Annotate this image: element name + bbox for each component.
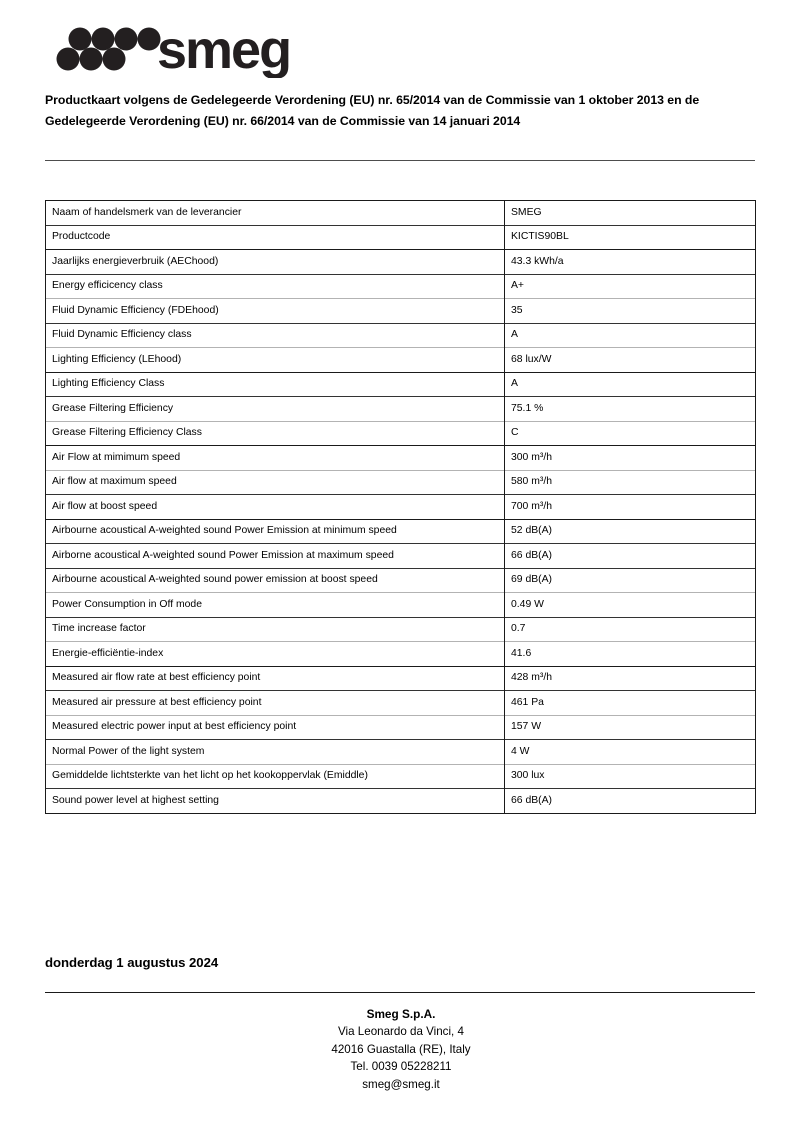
spec-value: 580 m³/h bbox=[505, 470, 756, 495]
spec-table-body bbox=[46, 201, 756, 814]
spec-label: Air flow at maximum speed bbox=[46, 470, 505, 495]
spec-label: Sound power level at highest setting bbox=[46, 789, 505, 814]
spec-label: Airborne acoustical A-weighted sound Power Emission at maximum speed bbox=[46, 544, 505, 569]
document-date: donderdag 1 augustus 2024 bbox=[45, 955, 219, 970]
table-row bbox=[46, 544, 756, 569]
table-row bbox=[46, 764, 756, 789]
spec-value: 428 m³/h bbox=[505, 666, 756, 691]
spec-label: Air flow at boost speed bbox=[46, 495, 505, 520]
table-row bbox=[46, 470, 756, 495]
spec-label: Energy efficicency class bbox=[46, 274, 505, 299]
footer-company-name: Smeg S.p.A. bbox=[366, 1007, 436, 1021]
table-row bbox=[46, 568, 756, 593]
spec-label: Fluid Dynamic Efficiency class bbox=[46, 323, 505, 348]
spec-value: A bbox=[505, 323, 756, 348]
table-row bbox=[46, 593, 756, 618]
spec-label: Lighting Efficiency Class bbox=[46, 372, 505, 397]
table-row bbox=[46, 691, 756, 716]
spec-value: 52 dB(A) bbox=[505, 519, 756, 544]
smeg-logo bbox=[45, 22, 305, 78]
table-row bbox=[46, 421, 756, 446]
table-row bbox=[46, 715, 756, 740]
spec-label: Productcode bbox=[46, 225, 505, 250]
table-row bbox=[46, 666, 756, 691]
logo-wordmark: smeg bbox=[157, 22, 291, 78]
product-spec-table bbox=[45, 200, 756, 814]
footer-email: smeg@smeg.it bbox=[362, 1077, 440, 1091]
table-row bbox=[46, 348, 756, 373]
header-divider bbox=[45, 160, 755, 161]
table-row bbox=[46, 225, 756, 250]
table-row bbox=[46, 323, 756, 348]
spec-label: Air Flow at mimimum speed bbox=[46, 446, 505, 471]
table-row bbox=[46, 740, 756, 765]
spec-value: C bbox=[505, 421, 756, 446]
spec-label: Measured electric power input at best efficiency point bbox=[46, 715, 505, 740]
spec-value: 69 dB(A) bbox=[505, 568, 756, 593]
spec-value: 68 lux/W bbox=[505, 348, 756, 373]
footer bbox=[0, 1006, 802, 1093]
spec-label: Grease Filtering Efficiency bbox=[46, 397, 505, 422]
spec-value: 300 m³/h bbox=[505, 446, 756, 471]
table-row bbox=[46, 617, 756, 642]
spec-label: Energie-efficiëntie-index bbox=[46, 642, 505, 667]
table-row bbox=[46, 789, 756, 814]
spec-value: 66 dB(A) bbox=[505, 544, 756, 569]
table-row bbox=[46, 446, 756, 471]
footer-address-city: 42016 Guastalla (RE), Italy bbox=[331, 1042, 471, 1056]
spec-value: 43.3 kWh/a bbox=[505, 250, 756, 275]
spec-value: KICTIS90BL bbox=[505, 225, 756, 250]
spec-label: Normal Power of the light system bbox=[46, 740, 505, 765]
spec-label: Measured air flow rate at best efficiency point bbox=[46, 666, 505, 691]
spec-label: Jaarlijks energieverbruik (AEChood) bbox=[46, 250, 505, 275]
table-row bbox=[46, 201, 756, 226]
spec-value: 300 lux bbox=[505, 764, 756, 789]
table-row bbox=[46, 299, 756, 324]
spec-label: Airbourne acoustical A-weighted sound power emission at boost speed bbox=[46, 568, 505, 593]
spec-value: 461 Pa bbox=[505, 691, 756, 716]
table-row bbox=[46, 495, 756, 520]
spec-value: 700 m³/h bbox=[505, 495, 756, 520]
page-title: Productkaart volgens de Gedelegeerde Verordening (EU) nr. 65/2014 van de Commissie van 1 oktober 2013 en de Gedelegeerde Verordening (EU) nr. 66/2014 van de Commissie van 14 januari 2014 bbox=[45, 93, 700, 128]
spec-value: 75.1 % bbox=[505, 397, 756, 422]
spec-label: Measured air pressure at best efficiency point bbox=[46, 691, 505, 716]
table-row bbox=[46, 250, 756, 275]
spec-label: Airbourne acoustical A-weighted sound Power Emission at minimum speed bbox=[46, 519, 505, 544]
spec-label: Time increase factor bbox=[46, 617, 505, 642]
spec-label: Fluid Dynamic Efficiency (FDEhood) bbox=[46, 299, 505, 324]
spec-value: 4 W bbox=[505, 740, 756, 765]
table-row bbox=[46, 642, 756, 667]
spec-label: Grease Filtering Efficiency Class bbox=[46, 421, 505, 446]
table-row bbox=[46, 372, 756, 397]
spec-value: 157 W bbox=[505, 715, 756, 740]
spec-label: Naam of handelsmerk van de leverancier bbox=[46, 201, 505, 226]
spec-value: SMEG bbox=[505, 201, 756, 226]
spec-label: Lighting Efficiency (LEhood) bbox=[46, 348, 505, 373]
table-row bbox=[46, 519, 756, 544]
footer-phone: Tel. 0039 05228211 bbox=[350, 1060, 452, 1074]
spec-value: A+ bbox=[505, 274, 756, 299]
spec-value: 0.7 bbox=[505, 617, 756, 642]
table-row bbox=[46, 397, 756, 422]
spec-value: 0.49 W bbox=[505, 593, 756, 618]
spec-value: A bbox=[505, 372, 756, 397]
spec-value: 35 bbox=[505, 299, 756, 324]
footer-address-street: Via Leonardo da Vinci, 4 bbox=[338, 1025, 464, 1039]
spec-label: Power Consumption in Off mode bbox=[46, 593, 505, 618]
table-row bbox=[46, 274, 756, 299]
logo-dots-icon bbox=[57, 28, 161, 71]
spec-value: 66 dB(A) bbox=[505, 789, 756, 814]
spec-label: Gemiddelde lichtsterkte van het licht op het kookoppervlak (Emiddle) bbox=[46, 764, 505, 789]
footer-divider bbox=[45, 992, 755, 993]
spec-value: 41.6 bbox=[505, 642, 756, 667]
